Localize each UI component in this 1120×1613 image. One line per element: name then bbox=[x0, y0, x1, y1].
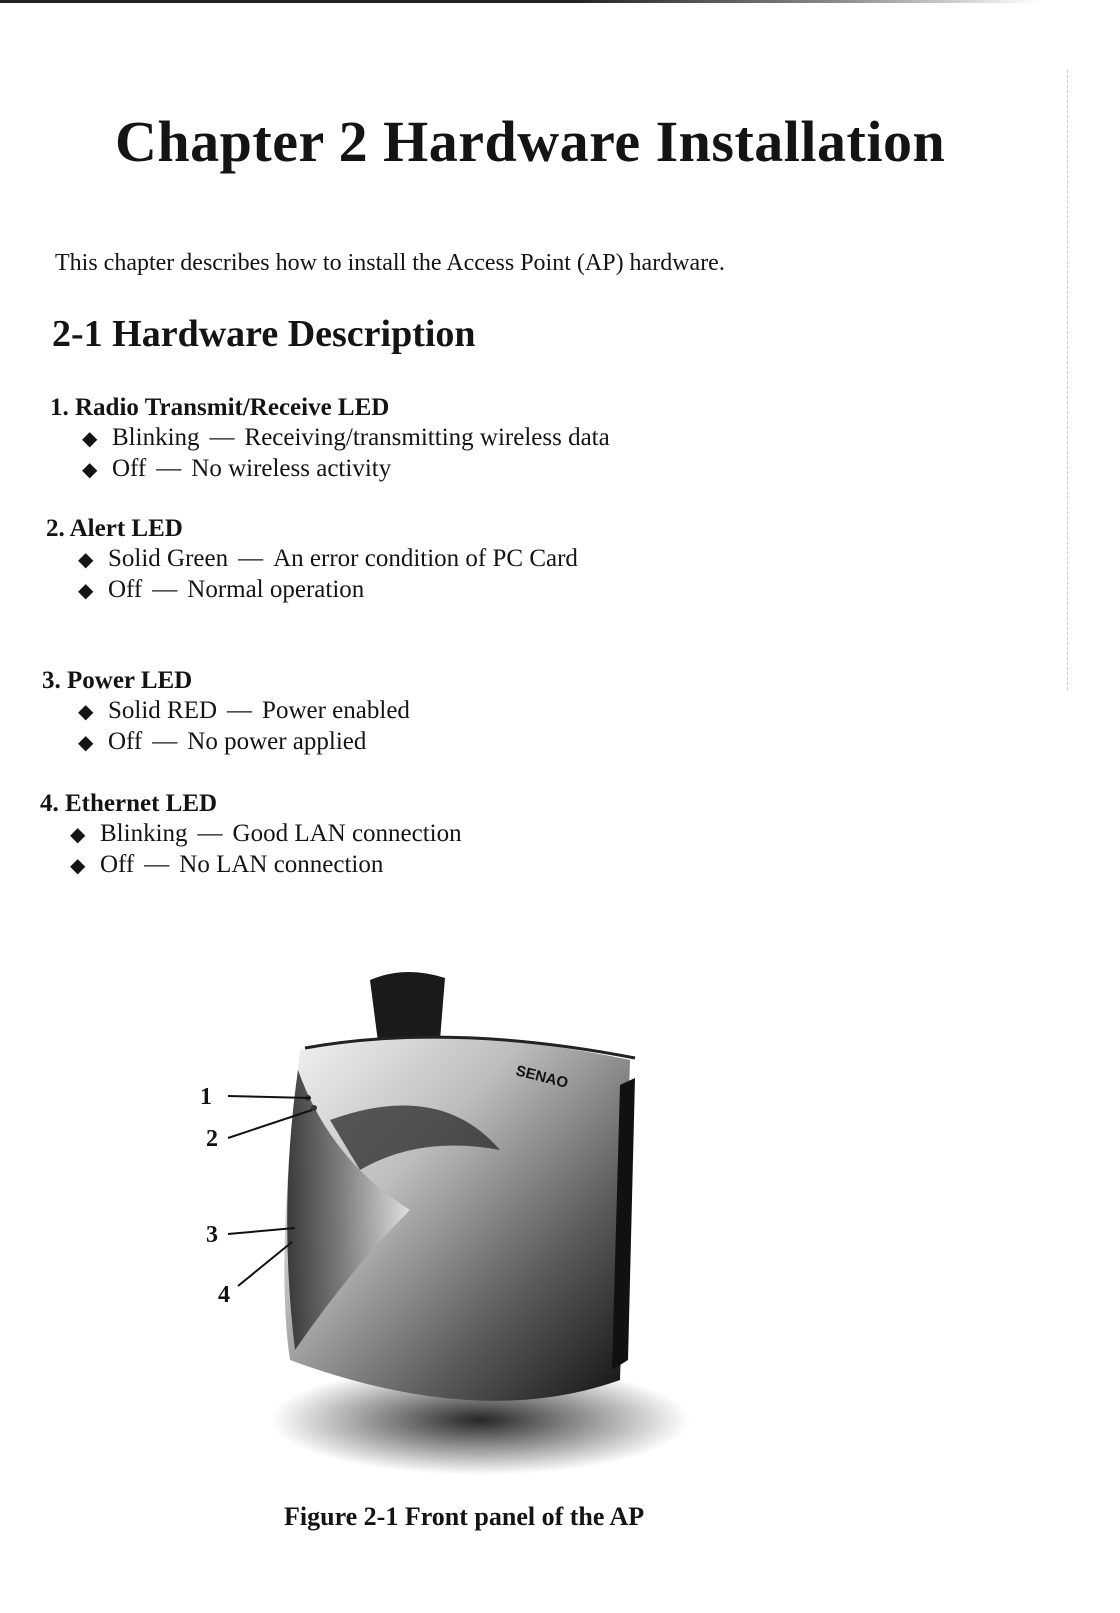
led-meaning: No power applied bbox=[187, 728, 367, 755]
figure-caption: Figure 2-1 Front panel of the AP bbox=[284, 1502, 645, 1531]
led-state: Solid RED bbox=[108, 697, 218, 724]
callout-number: 4 bbox=[218, 1282, 230, 1308]
led-meaning: Normal operation bbox=[187, 576, 365, 603]
separator: — bbox=[144, 851, 170, 878]
separator: — bbox=[152, 576, 178, 603]
led-block-alert bbox=[46, 514, 578, 606]
led-state: Off bbox=[112, 455, 147, 482]
access-point-figure bbox=[180, 960, 700, 1480]
callout-number: 2 bbox=[206, 1126, 218, 1152]
led-state: Off bbox=[108, 576, 143, 603]
led-meaning: An error condition of PC Card bbox=[273, 545, 578, 572]
led-state: Solid Green bbox=[108, 545, 229, 572]
led-meaning: Receiving/transmitting wireless data bbox=[244, 424, 610, 451]
led-heading: 1. Radio Transmit/Receive LED bbox=[50, 394, 390, 421]
led-item bbox=[40, 819, 462, 850]
led-item bbox=[42, 696, 410, 727]
brand-logo: SENAO bbox=[514, 1062, 570, 1092]
led-meaning: No wireless activity bbox=[191, 455, 392, 482]
led-meaning: No LAN connection bbox=[179, 851, 384, 878]
section-title: 2-1 Hardware Description bbox=[52, 313, 476, 355]
separator: — bbox=[156, 455, 182, 482]
callout-number: 1 bbox=[200, 1084, 212, 1110]
led-item bbox=[46, 544, 578, 575]
led-item bbox=[40, 850, 462, 881]
separator: — bbox=[197, 820, 223, 847]
intro-text: This chapter describes how to install the Access Point (AP) hardware. bbox=[55, 250, 725, 276]
diamond-bullet-icon: ◆ bbox=[78, 701, 94, 723]
diamond-bullet-icon: ◆ bbox=[70, 855, 86, 877]
led-block-radio bbox=[50, 393, 610, 485]
top-scan-rule bbox=[0, 0, 1040, 3]
led-state: Off bbox=[108, 728, 143, 755]
chapter-title: Chapter 2 Hardware Installation bbox=[115, 109, 946, 174]
led-item bbox=[50, 423, 610, 454]
led-item bbox=[46, 575, 578, 606]
led-state: Blinking bbox=[112, 424, 200, 451]
led-heading: 4. Ethernet LED bbox=[40, 790, 218, 817]
diamond-bullet-icon: ◆ bbox=[82, 459, 98, 481]
led-meaning: Power enabled bbox=[262, 697, 410, 724]
led-block-power bbox=[42, 666, 410, 758]
led-item bbox=[42, 727, 410, 758]
margin-line bbox=[1067, 70, 1068, 690]
callout-number: 3 bbox=[206, 1222, 218, 1248]
separator: — bbox=[227, 697, 253, 724]
separator: — bbox=[238, 545, 264, 572]
led-heading: 3. Power LED bbox=[42, 667, 193, 694]
callout-line-4 bbox=[238, 1242, 292, 1286]
antenna bbox=[370, 972, 445, 1042]
led-block-ethernet bbox=[40, 789, 462, 881]
diamond-bullet-icon: ◆ bbox=[78, 732, 94, 754]
callout-line-3 bbox=[228, 1228, 295, 1234]
led-heading: 2. Alert LED bbox=[46, 515, 183, 542]
separator: — bbox=[152, 728, 178, 755]
led-meaning: Good LAN connection bbox=[232, 820, 462, 847]
diamond-bullet-icon: ◆ bbox=[78, 549, 94, 571]
diamond-bullet-icon: ◆ bbox=[70, 824, 86, 846]
led-item bbox=[50, 454, 610, 485]
diamond-bullet-icon: ◆ bbox=[82, 428, 98, 450]
led-state: Off bbox=[100, 851, 135, 878]
led-state: Blinking bbox=[100, 820, 188, 847]
diamond-bullet-icon: ◆ bbox=[78, 580, 94, 602]
separator: — bbox=[209, 424, 235, 451]
